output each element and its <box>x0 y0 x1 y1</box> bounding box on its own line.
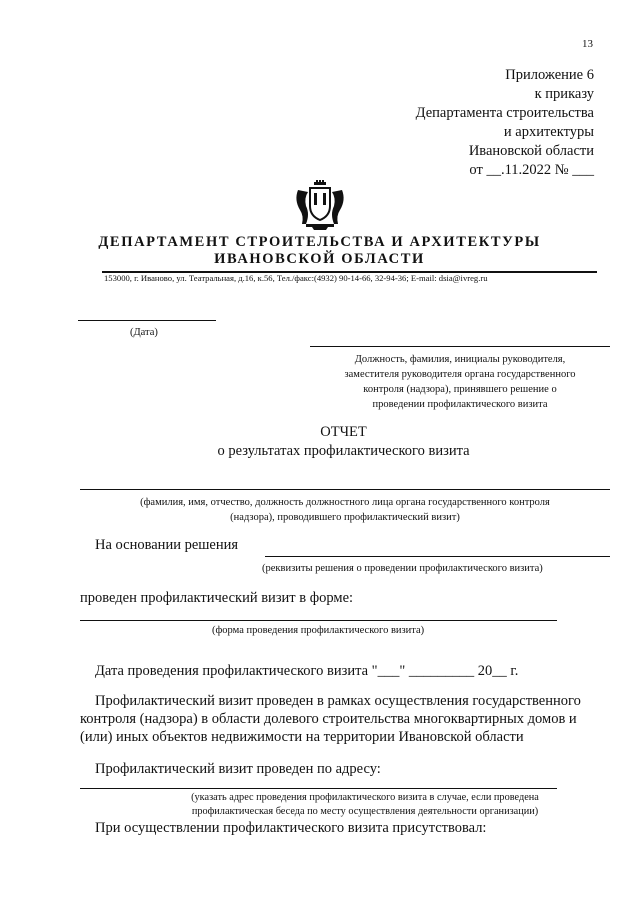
inspector-caption-line: (надзора), проводившего профилактический визит) <box>230 512 460 523</box>
date-line <box>78 320 216 321</box>
inspector-caption-line: (фамилия, имя, отчество, должность должностного лица органа государственного контроля <box>140 497 550 508</box>
report-title-text: ОТЧЕТ <box>320 424 367 440</box>
scope-line: Профилактический визит проведен в рамках осуществления государственного <box>95 693 581 709</box>
official-caption-line: проведении профилактического визита <box>372 399 548 410</box>
visit-address-caption <box>80 791 610 819</box>
inspector-line <box>80 489 610 490</box>
decision-caption: (реквизиты решения о проведении профилактического визита) <box>262 563 543 574</box>
report-subtitle <box>0 443 639 460</box>
department-address: 153000, г. Иваново, ул. Театральная, д.16, к.56, Тел./факс:(4932) 90-14-66, 32-94-36; E-mail: dsia@ivreg.ru <box>104 273 488 283</box>
form-label: проведен профилактический визит в форме: <box>80 590 354 606</box>
visit-address-line <box>80 788 557 789</box>
visit-address-label: Профилактический визит проведен по адресу: <box>95 761 381 777</box>
department-title-line: ИВАНОВСКОЙ ОБЛАСТИ <box>214 251 425 267</box>
form-line <box>80 620 557 621</box>
date-caption: (Дата) <box>130 327 158 338</box>
official-line <box>310 346 610 347</box>
visit-address-caption-line: (указать адрес проведения профилактического визита в случае, если проведена <box>191 792 539 803</box>
visit-address-caption-line: профилактическая беседа по месту осуществления деятельности организации) <box>191 806 539 817</box>
scope-line: контроля (надзора) в области долевого строительства многоквартирных домов и <box>80 711 577 727</box>
appendix-line: Ивановской области <box>468 143 594 159</box>
department-title-line: ДЕПАРТАМЕНТ СТРОИТЕЛЬСТВА И АРХИТЕКТУРЫ <box>98 234 541 250</box>
form-caption: (форма проведения профилактического визита) <box>212 625 425 636</box>
decision-line <box>265 556 610 557</box>
coat-of-arms-icon <box>292 180 348 230</box>
appendix-line: Департамента строительства <box>415 105 594 121</box>
scope-paragraph <box>80 692 610 746</box>
page-number: 13 <box>582 38 593 50</box>
official-caption-line: Должность, фамилия, инициалы руководителя, <box>354 354 566 365</box>
appendix-line: от __.11.2022 № ___ <box>469 162 594 178</box>
official-caption-line: контроля (надзора), принявшего решение о <box>363 384 557 395</box>
report-title <box>0 424 639 441</box>
report-subtitle-text: о результатах профилактического визита <box>217 443 470 459</box>
visit-date-label: Дата проведения профилактического визита "___" _________ 20__ г. <box>95 663 519 679</box>
appendix-line: Приложение 6 <box>505 67 594 83</box>
scope-line: (или) иных объектов недвижимости на территории Ивановской области <box>80 729 524 745</box>
inspector-caption <box>80 495 610 525</box>
official-caption <box>300 352 620 412</box>
appendix-line: к приказу <box>534 86 594 102</box>
official-caption-line: заместителя руководителя органа государственного <box>344 369 576 380</box>
decision-label: На основании решения <box>95 537 239 553</box>
attendees-label: При осуществлении профилактического визита присутствовал: <box>95 820 487 836</box>
department-title <box>0 234 639 268</box>
appendix-block <box>416 66 594 180</box>
appendix-line: и архитектуры <box>503 124 594 140</box>
